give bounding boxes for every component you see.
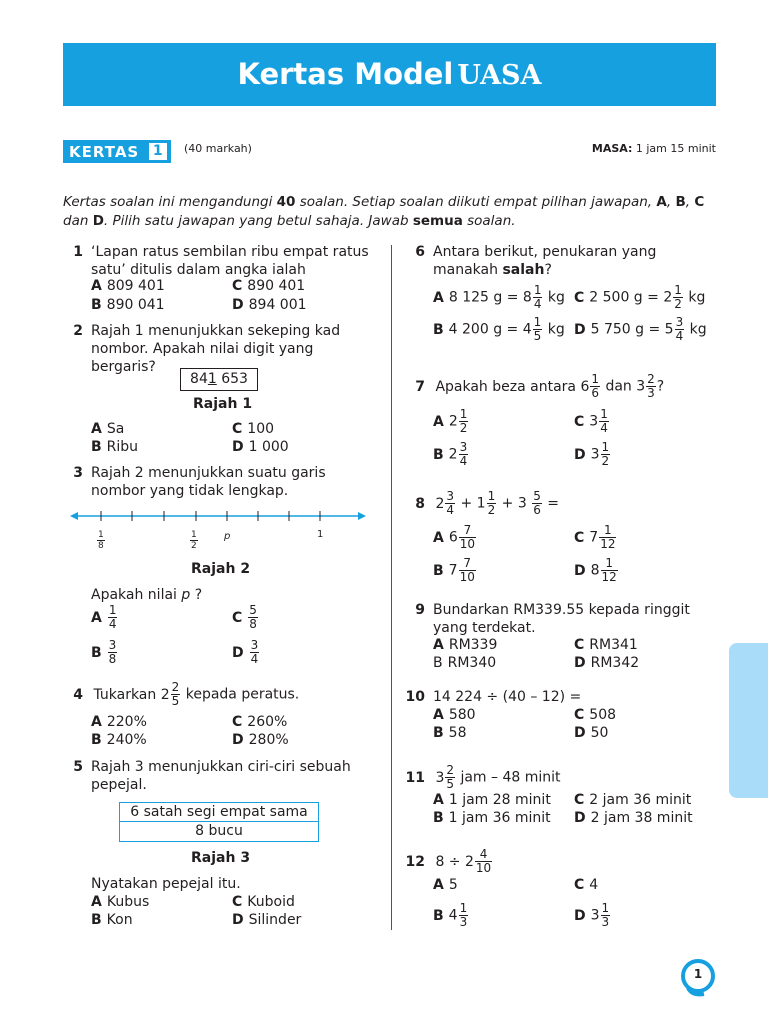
frac-den: 2 <box>191 541 197 551</box>
option-text: 809 401 <box>106 278 165 294</box>
question-text-part: ? <box>544 262 552 278</box>
frac-den: 8 <box>98 541 104 551</box>
option-text: 2 jam 38 minit <box>590 810 693 826</box>
option-text: Silinder <box>248 912 302 928</box>
question-text: + 3 <box>497 495 532 512</box>
question-11 <box>405 764 561 791</box>
figure-label: Rajah 3 <box>191 850 251 866</box>
option-text: 5 750 g = 5 <box>590 321 674 338</box>
title-main: Kertas Model <box>237 57 454 91</box>
option-a[interactable]: A RM339 <box>433 637 498 653</box>
page-number-badge <box>678 958 718 998</box>
option-text: 220% <box>106 714 147 730</box>
frac-num: 2 <box>171 680 180 694</box>
option-whole: 6 <box>448 529 458 546</box>
frac-den: 4 <box>446 503 455 517</box>
frac-den: 3 <box>647 386 655 400</box>
option-text: 240% <box>106 732 147 748</box>
option-text: 4 <box>589 877 599 893</box>
option-c[interactable]: C Kuboid <box>232 894 295 910</box>
frac-den: 2 <box>674 297 682 311</box>
frac-num: 5 <box>249 603 257 617</box>
option-text: Kuboid <box>247 894 295 910</box>
frac-den: 5 <box>533 329 542 343</box>
instr-text: , <box>685 194 695 210</box>
question-text: 8 ÷ 2 <box>435 853 474 870</box>
frac-num: 1 <box>533 315 542 329</box>
option-c[interactable]: C 2 500 g = 2 $\frac{1}{2}$ kg <box>574 283 706 311</box>
option-text: RM339 <box>448 637 498 653</box>
option-b[interactable]: B 4 200 g = 4 $\frac{1}{5}$ kg <box>433 315 565 343</box>
option-c[interactable]: C 7 $\frac{1}{12}$ <box>574 523 616 551</box>
frac-num: 1 <box>487 489 496 503</box>
frac-den: 2 <box>459 421 468 435</box>
question-text: Rajah 2 menunjukkan suatu garis nombor yang tidak lengkap. <box>91 465 326 499</box>
option-c[interactable]: C RM341 <box>574 637 638 653</box>
page-number: 1 <box>693 967 703 981</box>
option-text: 1 jam 36 minit <box>448 810 551 826</box>
option-a[interactable]: A 5 <box>433 877 458 893</box>
option-d[interactable]: D 5 750 g = 5 $\frac{3}{4}$ kg <box>574 315 707 343</box>
title-sub: UASA <box>457 60 542 91</box>
option-c[interactable]: C 260% <box>232 714 288 730</box>
question-text: + 1 <box>456 495 486 512</box>
question-12 <box>405 848 493 875</box>
instr-text: dan <box>63 213 93 229</box>
option-whole: 7 <box>589 529 599 546</box>
tick-label-p: p <box>224 531 231 542</box>
option-text: 8 125 g = 8 <box>448 289 532 306</box>
option-d[interactable]: D 280% <box>232 732 289 748</box>
option-text: RM342 <box>590 655 640 671</box>
frac-num: 1 <box>601 440 610 454</box>
paper-marks: (40 markah) <box>184 142 252 155</box>
frac-den: 10 <box>459 570 475 584</box>
option-d[interactable]: D 894 001 <box>232 297 307 313</box>
instr-count: 40 <box>276 194 296 210</box>
frac-den: 3 <box>601 915 610 929</box>
instructions <box>63 193 723 231</box>
frac-num: 5 <box>533 489 541 503</box>
frac-den: 2 <box>487 503 496 517</box>
frac-den: 2 <box>601 454 610 468</box>
question-7 <box>405 373 664 400</box>
frac-den: 3 <box>459 915 468 929</box>
option-whole: 2 <box>448 446 458 463</box>
frac-den: 5 <box>171 694 180 708</box>
frac-num: 1 <box>108 603 117 617</box>
question-text: ‘Lapan ratus sembilan ribu empat ratus satu’ ditulis dalam angka ialah <box>91 244 369 278</box>
instr-a: A <box>656 194 667 210</box>
frac-num: 3 <box>459 440 468 454</box>
frac-num: 1 <box>191 530 197 540</box>
question-number: 6 <box>415 244 425 260</box>
option-b[interactable]: B RM340 <box>433 655 497 671</box>
option-d[interactable]: D 8 $\frac{1}{12}$ <box>574 556 617 584</box>
question-text <box>433 243 703 279</box>
figure-label: Rajah 1 <box>193 396 253 412</box>
option-whole: 4 <box>448 907 458 924</box>
option-a[interactable]: A 580 <box>433 707 476 723</box>
option-text: RM341 <box>589 637 638 653</box>
question-number: 11 <box>405 769 425 786</box>
frac-num: 3 <box>446 489 455 503</box>
frac-num: 1 <box>601 901 610 915</box>
question-text: Rajah 3 menunjukkan ciri-ciri sebuah pepejal. <box>91 759 351 793</box>
title-banner <box>63 43 716 106</box>
instr-semua: semua <box>412 213 463 229</box>
option-b[interactable]: B 2 $\frac{3}{4}$ <box>433 440 468 468</box>
frac-den: 4 <box>459 454 468 468</box>
frac-num: 1 <box>674 283 682 297</box>
frac-num: 4 <box>475 848 492 862</box>
option-text: 100 <box>247 421 275 437</box>
frac-num: 1 <box>599 524 616 538</box>
option-whole: 8 <box>590 562 600 579</box>
question-number: 3 <box>73 465 83 481</box>
frac-den: 8 <box>108 652 117 666</box>
frac-den: 5 <box>446 777 455 791</box>
option-text: Kon <box>106 912 133 928</box>
option-text: 894 001 <box>248 297 307 313</box>
option-text: 50 <box>590 725 609 741</box>
option-d[interactable]: D Silinder <box>232 912 302 928</box>
option-b[interactable]: B Ribu <box>91 439 139 455</box>
option-text: 508 <box>589 707 617 723</box>
frac-den: 4 <box>675 329 684 343</box>
instr-text: Kertas soalan ini mengandungi <box>63 194 277 210</box>
instr-text: soalan. <box>462 213 516 229</box>
option-c[interactable]: C 100 <box>232 421 275 437</box>
option-a[interactable]: A Kubus <box>91 894 150 910</box>
option-text: Ribu <box>106 439 139 455</box>
option-whole: 3 <box>590 907 600 924</box>
option-a[interactable]: A Sa <box>91 421 125 437</box>
question-text-part: Antara berikut, penukaran yang manakah <box>433 244 657 278</box>
option-b[interactable]: B 890 041 <box>91 297 165 313</box>
option-text: 58 <box>448 725 467 741</box>
option-text: kg <box>543 289 565 306</box>
option-d[interactable]: D 2 jam 38 minit <box>574 810 693 826</box>
question-text: Rajah 1 menunjukkan sekeping kad nombor. Apakah nilai digit yang bergaris? <box>91 323 341 375</box>
option-text: 4 200 g = 4 <box>448 321 532 338</box>
prompt-text: Apakah nilai <box>91 587 182 603</box>
frac-num: 1 <box>600 407 608 421</box>
option-a[interactable]: A 1 jam 28 minit <box>433 792 551 808</box>
option-text: 890 401 <box>247 278 306 294</box>
question-4 <box>63 681 299 708</box>
property-row: 6 satah segi empat sama <box>120 803 318 822</box>
option-d[interactable]: D 1 000 <box>232 439 289 455</box>
question-text: Apakah beza antara 6 <box>435 378 590 395</box>
option-text: kg <box>685 321 707 338</box>
frac-num: 7 <box>459 524 476 538</box>
option-a[interactable]: A 8 125 g = 8 $\frac{1}{4}$ kg <box>433 283 565 311</box>
properties-table <box>119 802 319 842</box>
question-prompt: Nyatakan pepejal itu. <box>91 876 241 892</box>
option-a[interactable]: A 220% <box>91 714 147 730</box>
column-divider <box>391 245 392 930</box>
paper-label <box>63 140 171 163</box>
option-b[interactable]: B Kon <box>91 912 133 928</box>
frac-den: 4 <box>250 652 259 666</box>
question-number: 10 <box>405 689 425 705</box>
frac-num: 1 <box>533 283 542 297</box>
option-c[interactable]: C $\frac{5}{8}$ <box>232 603 257 631</box>
question-number: 2 <box>73 323 83 339</box>
option-whole: 3 <box>589 413 599 430</box>
question-text: kepada peratus. <box>181 686 300 703</box>
option-b[interactable]: B 7 $\frac{7}{10}$ <box>433 556 475 584</box>
time-label: MASA: <box>591 142 633 155</box>
option-c[interactable]: C 508 <box>574 707 617 723</box>
option-text: kg <box>683 289 706 306</box>
frac-num: 1 <box>459 901 468 915</box>
frac-num: 2 <box>647 372 655 386</box>
frac-num: 3 <box>675 315 684 329</box>
option-b[interactable]: B 4 $\frac{1}{3}$ <box>433 901 468 929</box>
option-a[interactable]: A 2 $\frac{1}{2}$ <box>433 407 468 435</box>
number-line <box>70 505 370 530</box>
option-d[interactable]: D RM342 <box>574 655 640 671</box>
side-tab <box>729 643 768 798</box>
frac-num: 1 <box>98 530 104 540</box>
option-d[interactable]: D $\frac{3}{4}$ <box>232 638 259 666</box>
option-a[interactable]: A $\frac{1}{4}$ <box>91 603 117 631</box>
tick-label-one: 1 <box>317 529 324 540</box>
option-text: 1 jam 28 minit <box>448 792 551 808</box>
prompt-text: ? <box>190 587 203 603</box>
card-digits: 653 <box>216 371 248 387</box>
option-text: 1 000 <box>248 439 289 455</box>
frac-num: 1 <box>591 372 599 386</box>
option-a[interactable]: A 809 401 <box>91 278 165 294</box>
time-value: 1 jam 15 minit <box>635 142 716 155</box>
frac-num: 3 <box>250 638 259 652</box>
figure-label: Rajah 2 <box>191 561 251 577</box>
card-underlined-digit: 1 <box>207 371 217 387</box>
number-card <box>180 368 258 391</box>
question-number: 8 <box>415 495 425 512</box>
paper-number: 1 <box>149 143 167 160</box>
frac-num: 1 <box>459 407 468 421</box>
option-text: 580 <box>448 707 476 723</box>
option-b[interactable]: B 1 jam 36 minit <box>433 810 551 826</box>
question-number: 12 <box>405 853 425 870</box>
frac-den: 12 <box>601 570 617 584</box>
option-c[interactable]: C 2 jam 36 minit <box>574 792 692 808</box>
frac-num: 3 <box>108 638 117 652</box>
property-row: 8 bucu <box>195 823 243 839</box>
option-d[interactable]: D 3 $\frac{1}{3}$ <box>574 901 610 929</box>
question-text: 3 <box>435 769 445 786</box>
option-text: 2 500 g = 2 <box>589 289 673 306</box>
question-prompt <box>91 587 202 603</box>
question-number: 9 <box>415 602 425 618</box>
question-text: Tukarkan 2 <box>93 686 170 703</box>
question-text: = <box>542 495 560 512</box>
instr-text: soalan. Setiap soalan diikuti empat pilihan jawapan, <box>295 194 657 210</box>
frac-num: 2 <box>446 763 455 777</box>
card-digits: 84 <box>190 371 208 387</box>
frac-den: 8 <box>249 617 257 631</box>
instr-text: . Pilih satu jawapan yang betul sahaja. Jawab <box>103 213 413 229</box>
option-b[interactable]: B 240% <box>91 732 147 748</box>
frac-den: 12 <box>600 537 616 551</box>
frac-den: 6 <box>533 503 541 517</box>
instr-text: , <box>666 194 676 210</box>
option-whole: 2 <box>448 413 458 430</box>
frac-den: 4 <box>533 297 542 311</box>
option-c[interactable]: C 3 $\frac{1}{4}$ <box>574 407 608 435</box>
option-text: Sa <box>106 421 125 437</box>
frac-num: 1 <box>601 557 618 571</box>
option-whole: 7 <box>448 562 458 579</box>
frac-den: 10 <box>459 537 476 551</box>
option-text: 2 jam 36 minit <box>589 792 692 808</box>
option-text: 280% <box>248 732 289 748</box>
frac-den: 4 <box>108 617 117 631</box>
prompt-var: p <box>181 587 191 603</box>
option-text: 5 <box>448 877 458 893</box>
question-number: 4 <box>73 686 83 703</box>
question-text: ? <box>656 378 665 395</box>
question-text: 2 <box>435 495 445 512</box>
question-number: 5 <box>73 759 83 775</box>
instr-b: B <box>675 194 686 210</box>
tick-label-one-half <box>190 530 198 551</box>
tick-label-one-eighth <box>97 530 105 551</box>
frac-den: 10 <box>475 861 492 875</box>
option-a[interactable]: A 6 $\frac{7}{10}$ <box>433 523 476 551</box>
option-d[interactable]: D 3 $\frac{1}{2}$ <box>574 440 610 468</box>
question-text: 14 224 ÷ (40 – 12) = <box>433 689 582 705</box>
instr-d: D <box>92 213 104 229</box>
question-emphasis: salah <box>502 262 545 278</box>
question-8 <box>405 490 559 517</box>
frac-num: 7 <box>459 557 476 571</box>
option-text: kg <box>543 321 565 338</box>
frac-den: 6 <box>591 386 599 400</box>
option-text: Kubus <box>106 894 150 910</box>
paper-time <box>592 142 716 155</box>
option-b[interactable]: B 58 <box>433 725 467 741</box>
option-text: 890 041 <box>106 297 165 313</box>
question-number: 1 <box>73 244 83 260</box>
question-number: 7 <box>415 378 425 395</box>
option-d[interactable]: D 50 <box>574 725 609 741</box>
option-whole: 3 <box>590 446 600 463</box>
option-c[interactable]: C 890 401 <box>232 278 306 294</box>
question-text: Bundarkan RM339.55 kepada ringgit yang terdekat. <box>433 602 690 636</box>
instr-c: C <box>694 194 705 210</box>
paper-label-text: KERTAS <box>69 142 140 161</box>
option-text: RM340 <box>447 655 497 671</box>
option-b[interactable]: B $\frac{3}{8}$ <box>91 638 117 666</box>
frac-den: 4 <box>600 421 608 435</box>
question-text: dan 3 <box>601 378 646 395</box>
option-c[interactable]: C 4 <box>574 877 599 893</box>
option-text: 260% <box>247 714 288 730</box>
question-text: jam – 48 minit <box>456 769 561 786</box>
